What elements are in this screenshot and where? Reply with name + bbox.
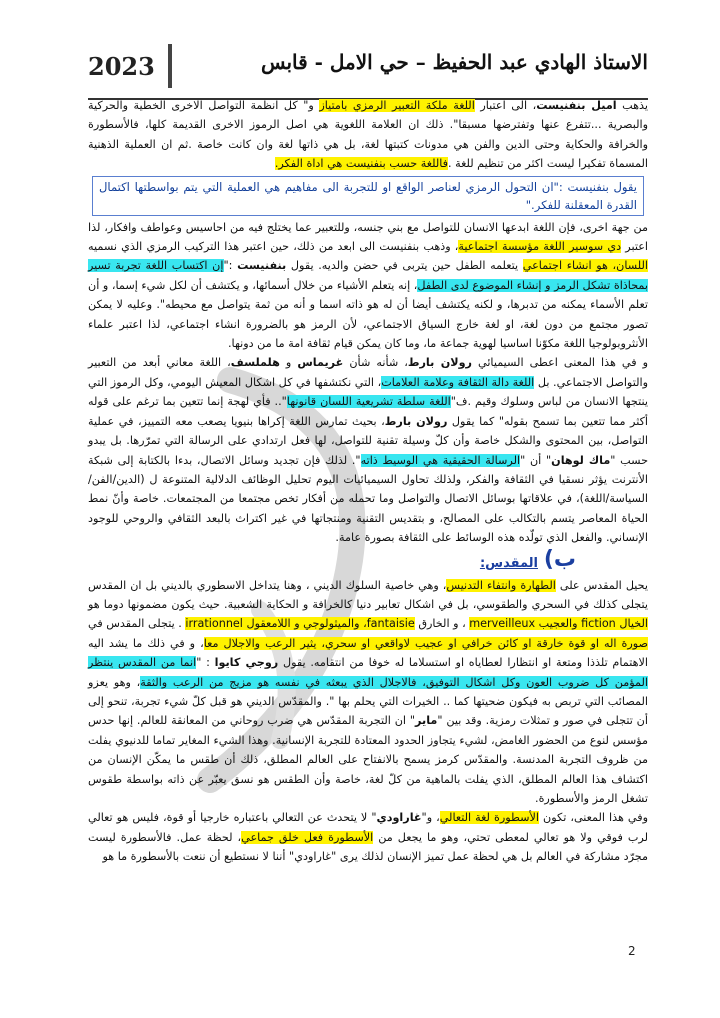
name-barthes: رولان بارط (384, 414, 448, 428)
highlight: اللسان، هو انشاء اجتماعي (522, 259, 648, 273)
name-hjelmslev: هلملسف (230, 356, 280, 370)
name-benveniste: اميل بنفنيست (536, 99, 617, 112)
section-heading (88, 546, 648, 576)
name-garaudy: غاراودي (376, 811, 422, 825)
name-mcluhan: ماك لوهان (551, 453, 611, 467)
highlight: فاللغة حسب بنفنيست هي اداة الفكر. (274, 157, 448, 171)
document-body (88, 96, 648, 867)
highlight: دي سوسير اللغة مؤسسة اجتماعية (458, 240, 622, 254)
page-header (88, 40, 648, 100)
header-separator (168, 44, 172, 88)
highlight: اللغة دالة الثقافة وعلامة العلامات (381, 375, 535, 389)
highlight: اللغة سلطة تشريعية اللسان قانونها (286, 395, 451, 409)
highlight: الرسالة الحقيقية هي الوسيط ذاته (360, 453, 521, 467)
quote-box: يقول بنفنيست :"ان التحول الرمزي لعناصر الواقع او للتجربة الى مفاهيم هي العملية التي يتم بواسطتها اكتمال القدرة المعقلنة للفكر." (92, 176, 644, 216)
highlight: إن اكتساب اللغة تجربة تسير بمحاذاة تشكل الرمز و إنشاء الموضوع لدى الطفل (88, 259, 648, 292)
paragraph-social-language: من جهة اخرى، فإن اللغة ابدعها الانسان للتواصل مع بني جنسه، وللتعبير عما يختلج فيه من احاسيس وعواطف وافكار، لذا اعتبر دي سوسير اللغة مؤسسة اجتماعية، وذهب بنفنيست الى ابعد من ذلك، حين اعتبر هذا التركيب الرمزي الذي نسميه اللسان، هو انشاء اجتماعي يتعلمه الطفل حين يتربى في حضن والديه. يقول بنفنيست :"إن اكتساب اللغة تجربة تسير بمحاذاة تشكل الرمز و إنشاء الموضوع لدى الطفل، إنه يتعلم الأشياء من خلال أسمائها، و يكتشف أن لكل شيء إسما، و أن تعلم الأسماء يمكنه من تدبرها، و لكنه يكتشف أيضا أن له هو ذاته اسما و أنه من ثمة يتواصل مع محيطه". وعليه لا يمكن تصور مجتمع من دون لغة، او لغة خارج السياق الاجتماعي، لأن الرمز هو بالضرورة انشاء اجتماعي، لذا اعتبر علماء الأنثروبولوجيا اللغة مكوّنا اساسيا لهوية جماعة ما، وما كان يمكن قيام ثقافة امة ما من دونها. (88, 220, 648, 351)
name-benveniste: بنفنيست (237, 259, 287, 273)
name-meyer: ماير (415, 714, 438, 728)
header-title: الاستاذ الهادي عبد الحفيظ – حي الامل - قابس (260, 50, 648, 74)
highlight: الطهارة وانتفاء التدنيس (446, 578, 556, 592)
paragraph-semiotics: و في هذا المعنى اعطى السيميائي رولان بارط، شأنه شأن غريماس و هلملسف، اللغة معاني أبعد من التعبير والتواصل الاجتماعي. بل اللغة دالة الثقافة وعلامة العلامات، التي نكتشفها في كل اشكال المعيش اليومي، وكل الرموز التي ينتجها الانسان من لباس وسلوك وقيم .ف"اللغة سلطة تشريعية اللسان قانونها".. فأي لهجة إنما تتعين بما ترغم على قوله أكثر مما تتعين بما تسمح بقوله" كما يقول رولان بارط، بحيث تمارس اللغة إكراها بنيويا يصعب معه التمييز، في عملية التواصل، بين المحتوى والشكل خاصة وأن كلّ وسيلة تقنية للتواصل، لها فعل ارتدادي على الرسالة التي تمرّرها. بل يبدو حسب "ماك لوهان" أن "الرسالة الحقيقية هي الوسيط ذاته". لذلك فإن تجديد وسائل الاتصال، بدءا بالكتابة إلى شبكة الأنترنت يؤثر نسقيا في الثقافة والفكر، ولذلك تحاول السيميائيات اليوم تحليل الوظائف الدلالية المتنوعة ل (الدين/الفن/السياسة/اللغة)، في علاقاتها بوسائل الاتصال والتواصل وما تحمله من أفكار تخص مجتمعا من المجتمعات. خاصة وأنّ نمط الحياة المعاصر يتسم بالتكالب على المصالح، و بتقديس التقنية ومنتجاتها في غير اكتراث بالبعد الثقافي والروحي للوجود الإنساني. والفعل الذي تولّده هذه الوسائط على الثقافة بصورة عامة. (88, 356, 649, 545)
name-greimas: غريماس (297, 356, 344, 370)
highlight: اللغة ملكة التعبير الرمزي بامتياز (319, 99, 475, 112)
highlight: الخيال fiction والعجيب merveilleux (469, 617, 648, 631)
highlight: الأسطورة لغة التعالي (439, 811, 540, 825)
paragraph-myth: وفي هذا المعنى، تكون الأسطورة لغة التعالي، و"غاراودي" لا يتحدث عن التعالي باعتباره خارجيا أو قوة، فليس هو تعالي لرب فوقي ولا هو تعالي لمعطى تحتي، وهو ما يجعل من الأسطورة فعل خلق جماعي، لحظة عمل. فالأسطورة ليست مجرّد مشاركة في العالم بل هي لحظة عمل تميز الإنسان لذلك يرى "غاراودي" أننا لا نستطيع أن ننعت بالأسطورة ما هو (88, 811, 649, 864)
name-barthes: رولان بارط (407, 356, 472, 370)
paragraph-sacred: يحيل المقدس على الطهارة وانتفاء التدنيس، وهي خاصية السلوك الديني ، وهنا يتداخل الاسطوري بالديني بل ان المقدس يتجلى كذلك في السحري والطقوسي، بل في اشكال تعابير دنيا كالخرافة و الحكاية الشعبية. حيث يكون مضمونها دوما هو الخيال fiction والعجيب merveilleux ، و الخارق fantaisie، والميثولوجي و اللامعقول irrationnel . يتجلى المقدس في صورة اله او قوة خارقة او كائن خرافي او عجيب لاواقعي او سحري، يثير الرعب والاجلال معا، و في ذلك ما يشد اليه الاهتمام تلذذا ومتعة او انتظارا لعطاياه او استسلاما له خوفا من انتقامه. يقول روجي كايوا : "انما من المقدس ينتظر المؤمن كل ضروب العون وكل اشكال التوفيق، فالاجلال الذي يبعثه في نفسه هو مزيج من الرعب والثقة، وهو يعزو المصائب التي تربص به فيكون ضحيتها كما .. الخيرات التي يحلم بها ". والمقدّس الديني هو قبل كلّ شيء تجربة، تنحو إلى أن تتجلى في صور و تمثلات رمزية. وقد بين "ماير" ان التجربة المقدّس هي ضرب روحاني من المعانقة للعالم. إنها حدس مؤسس لنوع من الحضور الغامض، لشيء يتجاوز الحدود المعتادة للتجربة الإنسانية. وهذا الشيء المغاير تماما للدنيوي يفلت من ظروف التجربة المدنسة. والمقدّس كرمز يسمح بالانفتاح على العالم المطلق، ذلك أن طقس ما يمكّن الإنسان من اكتشاف هذا العالم المطلق، الذي يفلت بالماهية من كلّ لغة، خاصة وأن الطقس هو نسق يعبّر عن ذاته بواسطة طقوس تشغل الرمز والأسطورة. (88, 578, 649, 805)
name-caillois: روجي كايوا (214, 656, 279, 670)
highlight: صورة اله او قوة خارقة او كائن خرافي او عجيب لاواقعي او سحري، يثير الرعب والاجلال معا (203, 636, 648, 650)
section-title: المقدس: (479, 555, 538, 571)
header-year: 2023 (88, 52, 155, 81)
highlight: fantaisie (366, 617, 415, 631)
section-letter: ب) (543, 546, 576, 572)
highlight: الأسطورة فعل خلق جماعي (241, 830, 374, 844)
highlight: انما من المقدس ينتظر المؤمن كل ضروب العون وكل اشكال التوفيق، فالاجلال الذي يبعثه في نفسه هو مزيج من الرعب والثقة (88, 656, 648, 689)
page-number: 2 (628, 944, 636, 958)
paragraph-benveniste: يذهب اميل بنفنيست، الى اعتبار اللغة ملكة التعبير الرمزي بامتياز و" كل انظمة التواصل الاخرى الخطية والحركية والبصرية ...تتفرع عنها وتفترضها مسبقا". ذلك ان العلامة اللغوية هي اصل الرموز الاخرى القديمة كلها، فالأسطورة والخرافة والحكاية وحتى الدين والفن هي مدونات كتبتها لغة، بل هي ذاتها لغة وان كانت خاصة .ثم ان العملية الذهنية المسماة تفكيرا ليست اكثر من تنظيم للغة .فاللغة حسب بنفنيست هي اداة الفكر. (88, 99, 648, 171)
highlight: ، والميثولوجي و اللامعقول irrationnel (185, 617, 367, 631)
